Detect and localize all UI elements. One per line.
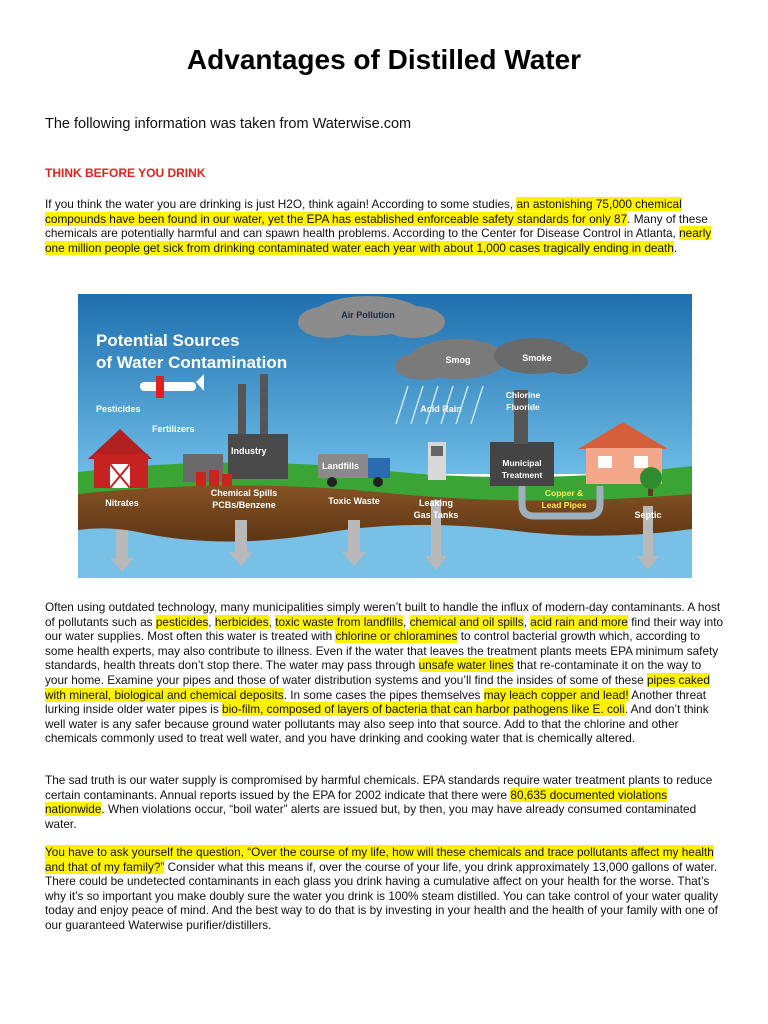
- highlight: 80,635 documented violations nationwide: [45, 787, 668, 817]
- label-smoke: Smoke: [522, 353, 552, 363]
- highlight: You have to ask yourself the question, “Over the course of my life, how will these chemicals and trace pollutants affect my health and that of my family?”: [45, 845, 714, 874]
- highlight: unsafe water lines: [418, 658, 514, 673]
- label-air-pollution: Air Pollution: [341, 310, 395, 320]
- highlight: pipes caked with mineral, biological and chemical deposits: [45, 672, 710, 702]
- highlight: an astonishing 75,000 chemical compounds have been found in our water, yet the EPA has established enforceable safety standards for only 87: [45, 197, 682, 226]
- highlight: toxic waste from landfills: [275, 614, 404, 629]
- paragraph-3: The sad truth is our water supply is compromised by harmful chemicals. EPA standards require water treatment plants to reduce certain contaminants. Annual reports issued by the EPA for 2002 indicate that there were 80,635 documented violations nationwide. When violations occur, “boil water” alerts are issued but, by then, you may have already consumed contaminated water.: [45, 773, 713, 831]
- label-chlorine: Chlorine: [505, 390, 541, 400]
- contamination-illustration: [78, 294, 692, 578]
- highlight: herbicides: [214, 614, 269, 629]
- label-municipal-1: Municipal: [502, 458, 542, 468]
- figure-title-line1: Potential Sources: [96, 331, 240, 350]
- label-smog: Smog: [445, 355, 471, 365]
- label-landfills: Landfills: [322, 461, 360, 471]
- gas-pump-icon: [428, 442, 446, 480]
- label-pesticides: Pesticides: [96, 404, 141, 414]
- label-leaking-2: Gas Tanks: [413, 510, 459, 520]
- label-municipal-2: Treatment: [501, 470, 543, 480]
- highlight: chlorine or chloramines: [335, 629, 458, 644]
- label-copper-2: Lead Pipes: [541, 500, 587, 510]
- highlight: pesticides: [155, 614, 209, 629]
- highlight: chemical and oil spills: [409, 614, 524, 629]
- label-industry: Industry: [231, 446, 267, 456]
- label-leaking-1: Leaking: [418, 498, 454, 508]
- figure-title-line2: of Water Contamination: [96, 353, 288, 372]
- paragraph-2: Often using outdated technology, many municipalities simply weren’t built to handle the influx of modern-day contaminants. A host of pollutants such as pesticides, herbicides, toxic waste from landfills, chemical and oil spills, acid rain and more find their way into our water supplies. Most often this water is treated with chlorine or chloramines to control bacterial growth which, according to some health experts, may also contribute to illness. Even if the water that leaves the treatment plants meets EPA minimum safety standards, health threats don’t stop there. The water may pass through unsafe water lines that re-contaminate it on the way to your home. Examine your pipes and those of water distribution systems and you’ll find the insides of some of these pipes caked with mineral, biological and chemical deposits. In some cases the pipes themselves may leach copper and lead! Another threat lurking inside older water pipes is bio-film, composed of layers of bacteria that can harbor pathogens like E. coli. And don’t think well water is any safer because ground water pollutants may also seep into that source. Add to that the chlorine and other chemicals commonly used to treat well water, and you have drinking and cooking water that is chemically altered.: [45, 600, 724, 746]
- label-acid-rain: Acid Rain: [420, 404, 462, 414]
- label-fluoride: Fluoride: [506, 402, 540, 412]
- label-septic: Septic: [634, 510, 662, 520]
- intro-text: The following information was taken from Waterwise.com: [45, 116, 412, 132]
- label-toxic-waste: Toxic Waste: [328, 496, 380, 506]
- paragraph-4: You have to ask yourself the question, “Over the course of my life, how will these chemicals and trace pollutants affect my health and that of my family?” Consider what this means if, over the course of your life, you drink approximately 13,000 gallons of water. There could be undetected contaminants in each glass you drink having a cumulative affect on your health for the worse. That’s why it’s so important you make doubly sure the water you drink is 100% steam distilled. You can take control of your water quality today and enjoy peace of mind. And the best way to do that is by investing in your health and the health of your family with one of our guaranteed Waterwise purifier/distillers.: [45, 845, 719, 932]
- highlight: acid rain and more: [530, 614, 628, 629]
- highlight: bio-film, composed of layers of bacteria that can harbor pathogens like E. coli: [222, 702, 625, 717]
- label-nitrates: Nitrates: [105, 498, 139, 508]
- label-copper-1: Copper &: [544, 488, 584, 498]
- highlight: nearly one million people get sick from drinking contaminated water each year with about 1,000 cases tragically ending in death: [45, 226, 712, 255]
- section-heading: THINK BEFORE YOU DRINK: [45, 166, 206, 180]
- label-chemical-spills-1: Chemical Spills: [210, 488, 278, 498]
- paragraph-1: If you think the water you are drinking is just H2O, think again! According to some studies, an astonishing 75,000 chemical compounds have been found in our water, yet the EPA has established enforceable safety standards for only 87. Many of these chemicals are potentially harmful and can spawn health problems. According to the Center for Disease Control in Atlanta, nearly one million people get sick from drinking contaminated water each year with about 1,000 cases tragically ending in death.: [45, 197, 712, 255]
- label-fertilizers: Fertilizers: [152, 424, 195, 434]
- highlight: may leach copper and lead!: [483, 687, 629, 702]
- label-chemical-spills-2: PCBs/Benzene: [212, 500, 276, 510]
- page-title: Advantages of Distilled Water: [186, 44, 582, 75]
